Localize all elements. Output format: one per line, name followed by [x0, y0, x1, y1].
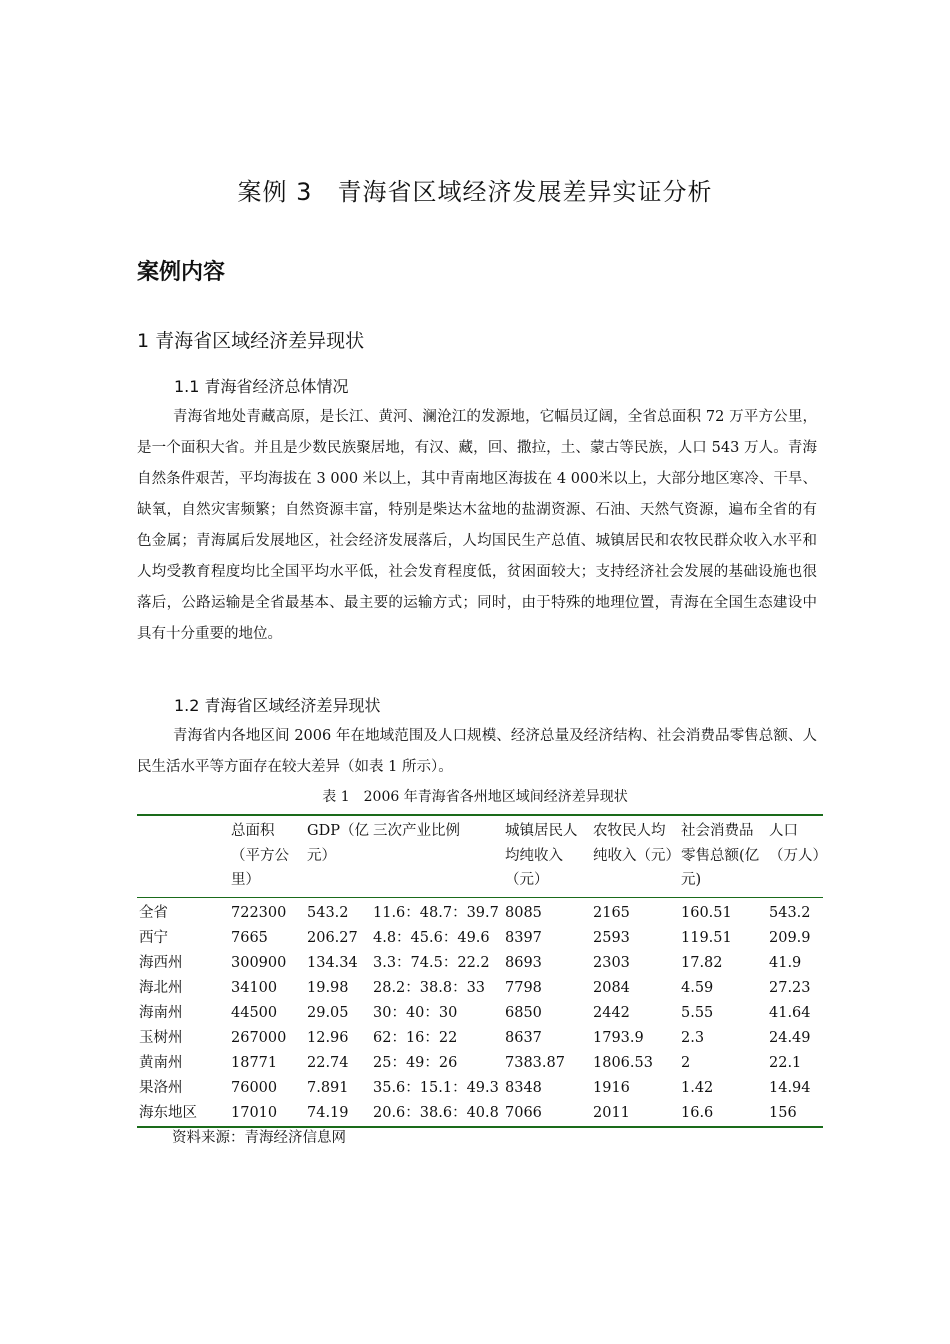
table-cell: 7066: [505, 1104, 542, 1121]
paragraph-differences: 青海省内各地区间 2006 年在地域范围及人口规模、经济总量及经济结构、社会消费品零售总额、人民生活水平等方面存在较大差异（如表 1 所示）。: [137, 728, 817, 775]
section-heading: 案例内容: [137, 260, 226, 285]
table-cell: 2593: [593, 929, 630, 946]
table-row: [137, 1101, 823, 1126]
table-row: [137, 1001, 823, 1026]
table-cell: 西宁: [139, 929, 168, 946]
table-cell: 海西州: [139, 954, 183, 971]
table-cell: 果洛州: [139, 1079, 183, 1096]
table-cell: 8397: [505, 929, 542, 946]
table-cell: 7.891: [307, 1079, 349, 1096]
table-cell: 8693: [505, 954, 542, 971]
table-cell: 22.74: [307, 1054, 349, 1071]
header-cell: [137, 816, 229, 897]
table-cell: 543.2: [307, 904, 349, 921]
table-cell: 2.3: [681, 1029, 705, 1046]
table-cell: 2303: [593, 954, 630, 971]
table-cell: 156: [769, 1104, 797, 1121]
table-cell: 722300: [231, 904, 287, 921]
table-cell: 7383.87: [505, 1054, 565, 1071]
table-cell: 44500: [231, 1004, 278, 1021]
table-cell: 134.34: [307, 954, 358, 971]
header-cell: GDP（亿元）: [307, 823, 369, 864]
table-cell: 3.3：74.5：22.2: [373, 954, 490, 971]
table-cell: 267000: [231, 1029, 287, 1046]
table-cell: 1793.9: [593, 1029, 644, 1046]
table-cell: 海北州: [139, 979, 183, 996]
table-header-row: [137, 816, 823, 897]
table-row: [137, 1051, 823, 1076]
data-table: [137, 816, 827, 1126]
table-caption: 表 1 2006 年青海省各州地区域间经济差异现状: [322, 789, 628, 805]
table-cell: 8637: [505, 1029, 542, 1046]
table-cell: 19.98: [307, 979, 349, 996]
table-cell: 14.94: [769, 1079, 811, 1096]
table-cell: 543.2: [769, 904, 811, 921]
table-cell: 玉树州: [139, 1029, 183, 1046]
table-cell: 119.51: [681, 929, 732, 946]
table-cell: 76000: [231, 1079, 278, 1096]
table-cell: 18771: [231, 1054, 278, 1071]
table-cell: 黄南州: [139, 1054, 183, 1071]
table-cell: 20.6：38.6：40.8: [373, 1104, 499, 1121]
table-cell: 209.9: [769, 929, 811, 946]
table-cell: 17.82: [681, 954, 723, 971]
table-row: [137, 976, 823, 1001]
table-cell: 206.27: [307, 929, 358, 946]
table-cell: 1.42: [681, 1079, 714, 1096]
table-cell: 2084: [593, 979, 630, 996]
table-source: 资料来源：青海经济信息网: [172, 1130, 346, 1146]
table-cell: 5.55: [681, 1004, 714, 1021]
page-title: 案例 3 青海省区域经济发展差异实证分析: [237, 178, 713, 206]
header-cell: 总面积（平方公里）: [231, 823, 289, 888]
table-cell: 22.1: [769, 1054, 802, 1071]
paragraph-overview: 青海省地处青藏高原，是长江、黄河、澜沧江的发源地，它幅员辽阔，全省总面积 72 万平方公里，是一个面积大省。并且是少数民族聚居地，有汉、藏，回、撒拉，土、蒙古等民族，人口 543 万人。青海自然条件艰苦，平均海拔在 3 000 米以上，其中青南地区海拔在 4 000米以上，大部分地区寒冷、干旱、缺氧，自然灾害频繁；自然资源丰富，特别是柴达木盆地的盐湖资源、石油、天然气资源，遍布全省的有色金属；青海属后发展地区，社会经济发展落后，人均国民生产总值、城镇居民和农牧民群众收入水平和人均受教育程度均比全国平均水平低，社会发育程度低，贫困面较大；支持经济社会发展的基础设施也很落后，公路运输是全省最基本、最主要的运输方式；同时，由于特殊的地理位置，青海在全国生态建设中具有十分重要的地位。: [137, 409, 817, 642]
subsection-heading: 1 青海省区域经济差异现状: [137, 330, 365, 352]
table-cell: 25：49：26: [373, 1054, 458, 1071]
sub-heading-1-1: 1.1 青海省经济总体情况: [174, 377, 349, 396]
table-cell: 74.19: [307, 1104, 349, 1121]
data-table-container: [137, 814, 827, 1128]
table-row: [137, 1026, 823, 1051]
table-cell: 35.6：15.1：49.3: [373, 1079, 499, 1096]
table-cell: 8085: [505, 904, 542, 921]
table-cell: 34100: [231, 979, 278, 996]
table-cell: 2: [681, 1054, 691, 1071]
table-cell: 41.9: [769, 954, 802, 971]
table-cell: 30：40：30: [373, 1004, 458, 1021]
table-cell: 24.49: [769, 1029, 811, 1046]
table-cell: 全省: [139, 904, 168, 921]
table-cell: 4.8：45.6：49.6: [373, 929, 490, 946]
table-cell: 11.6：48.7：39.7: [373, 904, 499, 921]
table-cell: 62：16：22: [373, 1029, 458, 1046]
table-cell: 29.05: [307, 1004, 349, 1021]
table-cell: 7665: [231, 929, 268, 946]
table-cell: 7798: [505, 979, 542, 996]
table-cell: 27.23: [769, 979, 811, 996]
table-cell: 2011: [593, 1104, 630, 1121]
table-cell: 8348: [505, 1079, 542, 1096]
table-cell: 17010: [231, 1104, 278, 1121]
table-cell: 300900: [231, 954, 287, 971]
header-cell: 人口（万人）: [769, 823, 827, 864]
table-cell: 28.2：38.8：33: [373, 979, 486, 996]
table-cell: 160.51: [681, 904, 732, 921]
header-cell: 三次产业比例: [373, 823, 460, 839]
table-cell: 2165: [593, 904, 630, 921]
header-cell: 农牧民人均纯收入（元）: [593, 823, 680, 864]
header-cell: 城镇居民人均纯收入（元）: [505, 823, 578, 888]
table-cell: 16.6: [681, 1104, 714, 1121]
table-cell: 1806.53: [593, 1054, 653, 1071]
table-cell: 海南州: [139, 1004, 183, 1021]
table-cell: 1916: [593, 1079, 630, 1096]
table-cell: 12.96: [307, 1029, 349, 1046]
table-cell: 6850: [505, 1004, 542, 1021]
sub-heading-1-2: 1.2 青海省区域经济差异现状: [174, 696, 381, 715]
table-cell: 4.59: [681, 979, 714, 996]
table-cell: 海东地区: [139, 1104, 197, 1121]
table-row: [137, 1076, 823, 1101]
table-row: [137, 897, 823, 926]
table-cell: 2442: [593, 1004, 630, 1021]
table-cell: 41.64: [769, 1004, 811, 1021]
table-row: [137, 926, 823, 951]
header-cell: 社会消费品零售总额(亿元): [681, 823, 760, 888]
table-row: [137, 951, 823, 976]
